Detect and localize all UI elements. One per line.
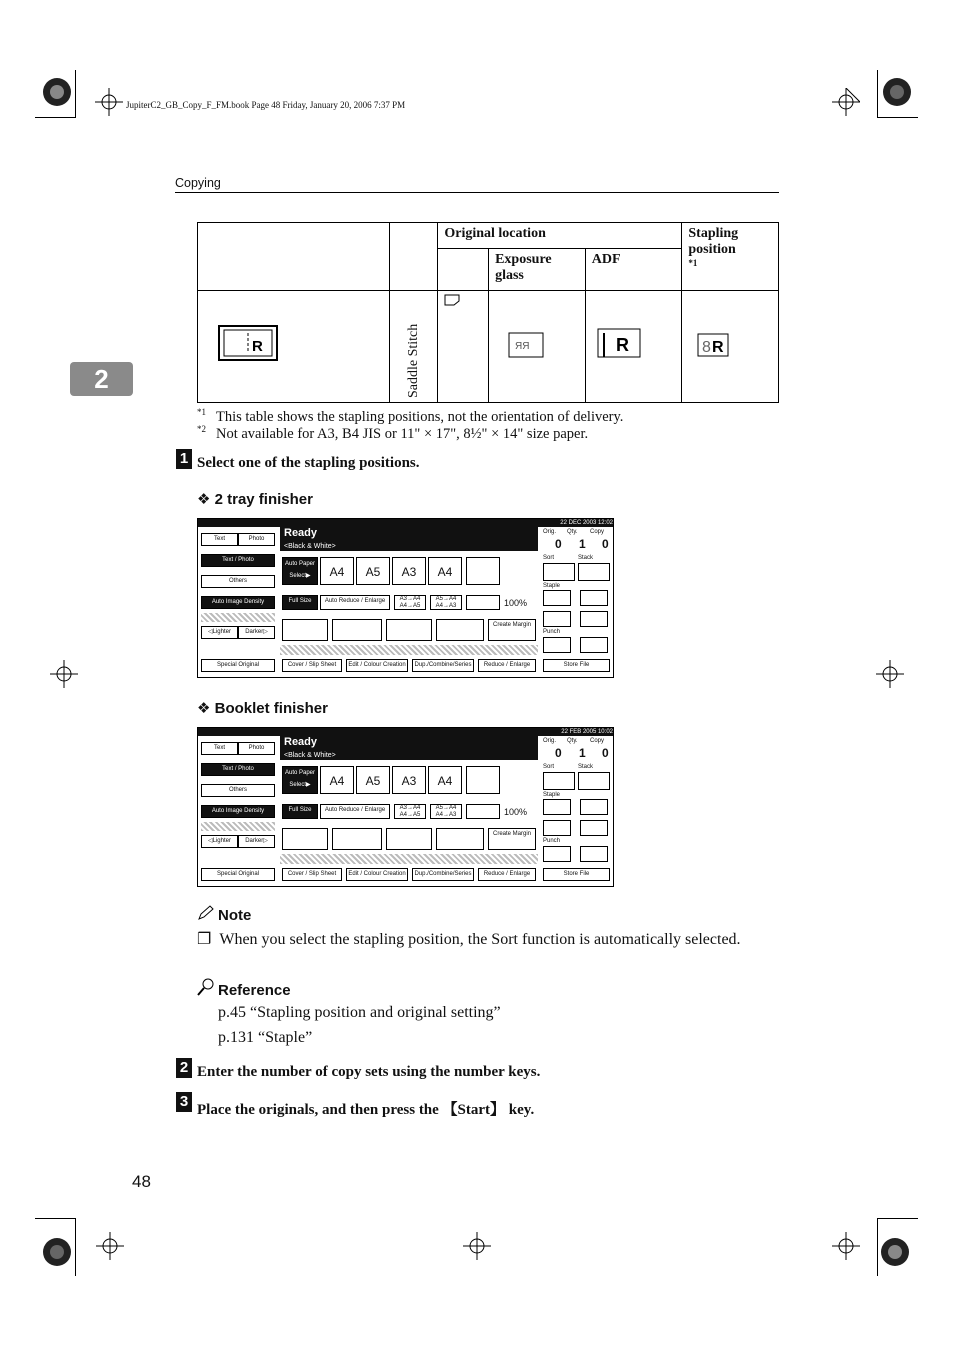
staple-2-button[interactable] <box>580 590 608 606</box>
subheading-tray-finisher: ❖ 2 tray finisher <box>197 491 313 508</box>
text-photo-button[interactable]: Text / Photo <box>201 554 275 567</box>
store-file-button[interactable]: Store File <box>543 659 610 672</box>
create-margin-button[interactable]: Create Margin <box>488 619 536 641</box>
photo-button[interactable]: Photo <box>238 533 275 546</box>
punch-label: Punch <box>543 838 561 844</box>
panel-hatch <box>280 854 538 864</box>
staple-4-button[interactable] <box>580 611 608 627</box>
density-scale <box>201 613 275 622</box>
subheading-booklet-finisher: ❖ Booklet finisher <box>197 700 328 717</box>
ratio-2-button[interactable]: A5→A4 A4→A3 <box>430 804 462 819</box>
reference-link[interactable]: p.45 “Stapling position and original setting” <box>218 1004 501 1021</box>
copy-label: Copy <box>590 529 605 535</box>
zoom-adjust-button[interactable] <box>466 595 500 610</box>
footnote-ref: *1 <box>688 258 698 268</box>
note-item: ❐ When you select the stapling position, the Sort function is automatically selected. <box>197 931 741 948</box>
registration-mark-icon <box>40 1235 76 1271</box>
sort-label: Sort <box>543 764 555 770</box>
crosshair-icon <box>876 660 904 688</box>
dup-combine-series-button[interactable]: Dup./Combine/Series <box>412 868 474 881</box>
svg-text:R: R <box>252 338 263 356</box>
finishing-button[interactable] <box>282 619 328 641</box>
sort-button[interactable] <box>543 563 575 581</box>
bypass-tray-button[interactable] <box>466 766 500 794</box>
page-number: 48 <box>132 1172 151 1191</box>
auto-paper-select-button[interactable]: Auto Paper Select▶ <box>282 557 318 585</box>
text-photo-button[interactable]: Text / Photo <box>201 763 275 776</box>
stack-button[interactable] <box>578 772 610 790</box>
series-button[interactable] <box>436 619 484 641</box>
series-button[interactable] <box>436 828 484 850</box>
zoom-value: 100% <box>504 807 528 817</box>
combine-button[interactable] <box>386 828 432 850</box>
reduce-enlarge-button[interactable]: Reduce / Enlarge <box>478 868 536 881</box>
stack-label: Stack <box>578 555 594 561</box>
sort-label: Sort <box>543 555 555 561</box>
header-adf: ADF <box>585 249 682 291</box>
staple-2-button[interactable] <box>580 799 608 815</box>
tray-2-button[interactable]: A5 <box>356 766 390 794</box>
svg-text:ЯЯ: ЯЯ <box>515 341 530 353</box>
crop-mark <box>878 117 918 118</box>
saddle-stitch-icon <box>218 325 280 363</box>
staple-label: Staple <box>543 792 561 798</box>
magnifier-icon <box>197 978 215 996</box>
note-heading: Note <box>218 907 252 924</box>
step-number: 3 <box>176 1092 192 1112</box>
punch-1-button[interactable] <box>543 637 571 653</box>
footnote-2: $^{*2}$ Not available for A3, B4 JIS or 11" × 17", 8½" × 14" size paper. <box>197 424 589 442</box>
exposure-glass-icon <box>507 329 547 359</box>
qty-count: 1 <box>579 537 586 551</box>
step-number: 1 <box>176 449 192 469</box>
full-size-button[interactable]: Full Size <box>282 804 318 819</box>
lighter-button[interactable]: ◁Lighter <box>201 835 238 848</box>
panel-hatch <box>280 645 538 655</box>
density-scale <box>201 822 275 831</box>
registration-mark-icon <box>880 75 916 111</box>
tray-1-button[interactable]: A4 <box>320 557 354 585</box>
reference-heading: Reference <box>218 982 291 999</box>
ratio-1-button[interactable]: A3→A4 A4→A5 <box>394 804 426 819</box>
step-text: Enter the number of copy sets using the number keys. <box>197 1064 541 1080</box>
copier-panel-tray <box>197 518 614 678</box>
crop-mark <box>877 70 878 118</box>
dup-combine-series-button[interactable]: Dup./Combine/Series <box>412 659 474 672</box>
crosshair-icon <box>832 1232 860 1260</box>
darker-button[interactable]: Darker▷ <box>238 835 275 848</box>
tray-3-button[interactable]: A3 <box>392 557 426 585</box>
registration-mark-icon <box>878 1235 914 1271</box>
qty-label: Qty. <box>567 529 578 535</box>
zoom-value: 100% <box>504 598 528 608</box>
orig-count: 0 <box>555 746 562 760</box>
qty-label: Qty. <box>567 738 578 744</box>
crosshair-icon <box>463 1232 491 1260</box>
staple-top-button[interactable] <box>543 590 571 606</box>
copy-count: 0 <box>602 746 609 760</box>
svg-text:R: R <box>712 339 724 357</box>
row-label: Saddle Stitch <box>405 323 421 398</box>
panel-ready: Ready <Black & White> <box>280 736 538 760</box>
darker-button[interactable]: Darker▷ <box>238 626 275 639</box>
orig-label: Orig. <box>543 738 557 744</box>
panel-status-bar: 22 DEC 2003 12:02 <box>198 519 613 527</box>
tray-4-button[interactable]: A4 <box>428 766 462 794</box>
sort-button[interactable] <box>543 772 575 790</box>
cover-slip-sheet-button[interactable]: Cover / Slip Sheet <box>282 868 342 881</box>
bypass-tray-button[interactable] <box>466 557 500 585</box>
punch-2-button[interactable] <box>580 637 608 653</box>
zoom-adjust-button[interactable] <box>466 804 500 819</box>
copy-label: Copy <box>590 738 605 744</box>
staple-top-button[interactable] <box>543 799 571 815</box>
auto-reduce-enlarge-button[interactable]: Auto Reduce / Enlarge <box>320 595 390 610</box>
edit-colour-button[interactable]: Edit / Colour Creation <box>346 868 408 881</box>
adf-icon <box>596 327 644 361</box>
orientation-icon <box>444 294 460 306</box>
qty-count: 1 <box>579 746 586 760</box>
punch-2-button[interactable] <box>580 846 608 862</box>
duplex-button[interactable] <box>332 828 382 850</box>
svg-text:8: 8 <box>702 339 712 357</box>
copy-count: 0 <box>602 537 609 551</box>
step-text: Place the originals, and then press the 【Start】 key. <box>197 1102 535 1118</box>
panel-status-bar: 22 FEB 2005 10:02 <box>198 728 613 736</box>
section-title: Copying <box>175 176 221 190</box>
step-text: Select one of the stapling positions. <box>197 455 420 471</box>
tray-4-button[interactable]: A4 <box>428 557 462 585</box>
punch-1-button[interactable] <box>543 846 571 862</box>
crop-mark <box>878 1218 918 1219</box>
finishing-button[interactable] <box>282 828 328 850</box>
edit-colour-button[interactable]: Edit / Colour Creation <box>346 659 408 672</box>
header-rule <box>175 192 779 193</box>
text-button[interactable]: Text <box>201 533 238 546</box>
staple-3-button[interactable] <box>543 611 571 627</box>
header-exposure-glass: Exposure glass <box>489 249 586 291</box>
cover-slip-sheet-button[interactable]: Cover / Slip Sheet <box>282 659 342 672</box>
staple-label: Staple <box>543 583 561 589</box>
ratio-2-button[interactable]: A5→A4 A4→A3 <box>430 595 462 610</box>
text-button[interactable]: Text <box>201 742 238 755</box>
crop-mark <box>35 117 75 118</box>
full-size-button[interactable]: Full Size <box>282 595 318 610</box>
create-margin-button[interactable]: Create Margin <box>488 828 536 850</box>
pencil-icon <box>197 905 215 921</box>
staple-4-button[interactable] <box>580 820 608 836</box>
reference-link[interactable]: p.131 “Staple” <box>218 1029 313 1046</box>
panel-ready: Ready <Black & White> <box>280 527 538 551</box>
chapter-tab: 2 <box>70 362 133 396</box>
checkbox-icon: ❐ <box>197 931 212 948</box>
auto-density-button[interactable]: Auto Image Density <box>201 805 275 818</box>
reduce-enlarge-button[interactable]: Reduce / Enlarge <box>478 659 536 672</box>
others-button[interactable]: Others <box>201 784 275 797</box>
step-number: 2 <box>176 1058 192 1078</box>
print-line: JupiterC2_GB_Copy_F_FM.book Page 48 Friday, January 20, 2006 7:37 PM <box>126 100 406 110</box>
stack-button[interactable] <box>578 563 610 581</box>
photo-button[interactable]: Photo <box>238 742 275 755</box>
header-stapling-position: Stapling position <box>688 226 739 257</box>
auto-reduce-enlarge-button[interactable]: Auto Reduce / Enlarge <box>320 804 390 819</box>
crosshair-icon <box>832 88 860 116</box>
special-original-button[interactable]: Special Original <box>201 868 275 881</box>
tray-3-button[interactable]: A3 <box>392 766 426 794</box>
crosshair-icon <box>50 660 78 688</box>
store-file-button[interactable]: Store File <box>543 868 610 881</box>
lighter-button[interactable]: ◁Lighter <box>201 626 238 639</box>
combine-button[interactable] <box>386 619 432 641</box>
stack-label: Stack <box>578 764 594 770</box>
auto-paper-select-button[interactable]: Auto Paper Select▶ <box>282 766 318 794</box>
registration-mark-icon <box>40 75 76 111</box>
ratio-1-button[interactable]: A3→A4 A4→A5 <box>394 595 426 610</box>
saddle-stitch-button[interactable] <box>543 820 571 836</box>
tray-2-button[interactable]: A5 <box>356 557 390 585</box>
auto-density-button[interactable]: Auto Image Density <box>201 596 275 609</box>
special-original-button[interactable]: Special Original <box>201 659 275 672</box>
stapling-table <box>197 222 779 403</box>
tray-1-button[interactable]: A4 <box>320 766 354 794</box>
crosshair-icon <box>96 1232 124 1260</box>
svg-text:R: R <box>615 335 629 356</box>
copier-panel-booklet <box>197 727 614 887</box>
orig-label: Orig. <box>543 529 557 535</box>
staple-position-icon <box>696 330 736 358</box>
others-button[interactable]: Others <box>201 575 275 588</box>
orig-count: 0 <box>555 537 562 551</box>
crosshair-icon <box>95 88 123 116</box>
punch-label: Punch <box>543 629 561 635</box>
footnote-1: $^{*1}$ This table shows the stapling positions, not the orientation of delivery. <box>197 407 624 425</box>
duplex-button[interactable] <box>332 619 382 641</box>
crop-mark <box>35 1218 75 1219</box>
header-original-location: Original location <box>438 223 682 249</box>
